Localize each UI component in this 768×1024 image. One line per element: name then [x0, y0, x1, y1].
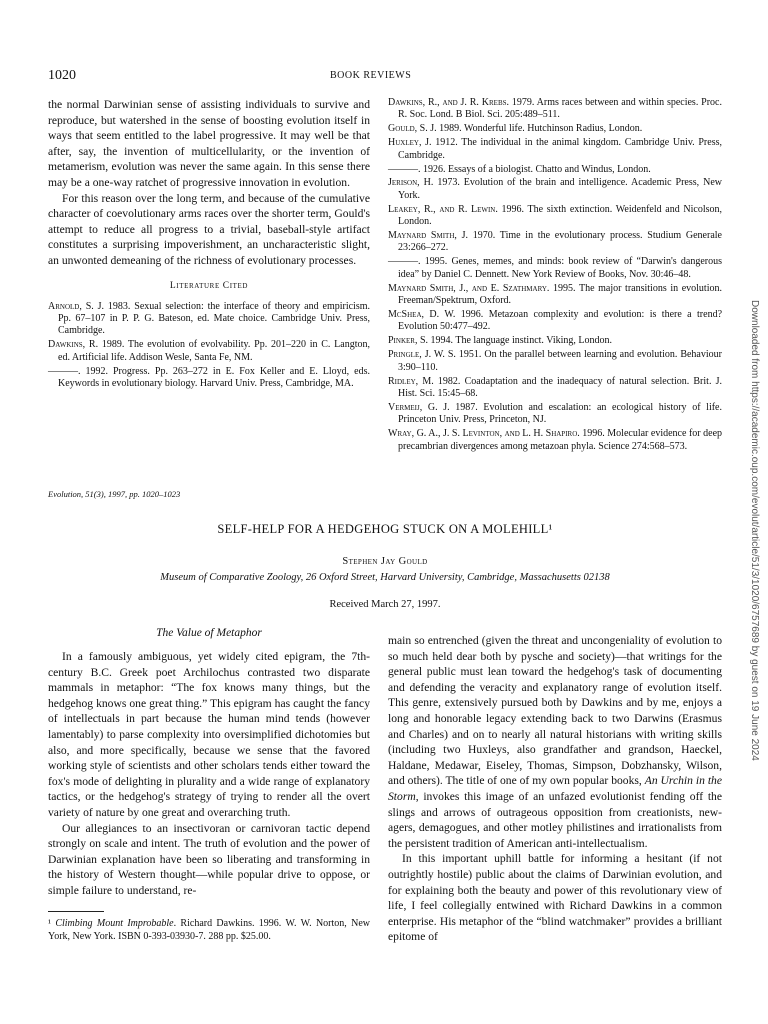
body-paragraph: the normal Darwinian sense of assisting individuals to survive and reproduce, but watershed in the sense of boosting evolution itself in ways that seem entitled to the label progressive. It may well be that after, say, the invention of multicellularity, or the invention of metamerism, evolution was never the same again. In this sense there may be a one-way ratchet of progressive innovation in evolution. [48, 98, 370, 189]
reference-list-left [48, 301, 370, 391]
book-title: An Urchin in the Storm [388, 774, 722, 803]
literature-cited-heading: Literature Cited [169, 280, 249, 291]
footnote: ¹ Climbing Mount Improbable. Richard Dawkins. 1996. W. W. Norton, New York, New York. ISBN 0-393-03930-7. 288 pp. $25.00. [48, 918, 370, 942]
reference-entry: Jerison, H. 1973. Evolution of the brain and intelligence. Academic Press, New York. [388, 177, 722, 201]
body-paragraph: main so entrenched (given the threat and uncongeniality of evolution to so much held dear both by pysche and society)—that writings for the general public must lean toward the hedgehog's task of documenting and defending the veracity and explanatory range of evolution itself. This genre, extensively pursued both by Dawkins and by me, enjoys a long and honorable legacy extending back to two Darwins (Erasmus and Charles) and on to nearly all natural historians with writing skills (including two Huxleys, also grandfather and grandson, Haeckel, Haldane, Medawar, Eiseley, Thomas, Simpson, Dobzhansky, Wilson, and others). The title of one of my own popular books, An Urchin in the Storm, invokes this image of an unfazed evolutionist fending off the slings and arrows of outrageous opposition from creationists, new-agers, demagogues, and other motley philistines and irrationalists from the persistent tradition of American anti-intellectualism. [388, 634, 722, 850]
article-author: Stephen Jay Gould [342, 556, 428, 567]
download-watermark [738, 300, 766, 770]
body-paragraph: In this important uphill battle for informing a hesitant (if not outrightly hostile) public about the claims of Darwinian evolution, and for explaining both the beauty and power of this revolutionary view of life, I feel collegially entwined with Richard Dawkins in a common enterprise. His metaphor of the “blind watchmaker” provides a brilliant epitome of [388, 852, 722, 944]
reference-entry: Dawkins, R., and J. R. Krebs. 1979. Arms races between and within species. Proc. R. Soc. Lond. B Biol. Sci. 205:489–511. [388, 97, 722, 121]
journal-citation: Evolution, 51(3), 1997, pp. 1020–1023 [48, 489, 181, 499]
reference-entry: Arnold, S. J. 1983. Sexual selection: the interface of theory and empiricism. Pp. 67–107 in P. P. G. Bateson, ed. Mate choice. Cambridge Univ. Press, Cambridge. [48, 300, 370, 337]
section-heading: The Value of Metaphor [156, 627, 262, 639]
reference-entry: Maynard Smith, J., and E. Szathmary. 1995. The major transitions in evolution. Freeman/Spektrum, Oxford. [388, 282, 722, 307]
footnote-book-title: Climbing Mount Improbable [55, 918, 174, 929]
reference-entry: Huxley, J. 1912. The individual in the animal kingdom. Cambridge Univ. Press, Cambridge. [388, 137, 722, 161]
reference-entry: ———. 1992. Progress. Pp. 263–272 in E. Fox Keller and E. Lloyd, eds. Keywords in evolutionary biology. Harvard Univ. Press, Cambridge, MA. [48, 365, 370, 389]
reference-entry: Pringle, J. W. S. 1951. On the parallel between learning and evolution. Behaviour 3:90–110. [388, 349, 722, 373]
previous-review-left-column [48, 97, 370, 392]
received-date: Received March 27, 1997. [329, 599, 441, 610]
article-left-column [48, 627, 370, 899]
body-paragraph: In a famously ambiguous, yet widely cited epigram, the 7th-century B.C. Greek poet Archilochus contrasted two disparate mammals in metaphor: “The fox knows many things, but the hedgehog knows one great thing.” This epigram has caught the fancy of intellectuals in part because the human mind tends (however lamentably) to parse complexity into oversimplified dichotomies but also, and more specifically, because we sense that the favored working style of scientists and other scholars tends either toward the fox's mode of delighting in plurality and a wide range of explanatory tactics, or the hedgehog's strategy of trying to render all the overt variety of nature by one great and overarching truth. [48, 650, 370, 819]
body-paragraph: For this reason over the long term, and because of the cumulative character of coevolutionary arms races over the shorter term, Gould's attempt to reduce all progress to a trivial, baseball-style artifact constitutes a surprising impoverishment, an uncharacteristic slight, an unwonted demeaning of the richness of evolutionary processes. [48, 191, 370, 267]
reference-entry: Wray, G. A., J. S. Levinton, and L. H. Shapiro. 1996. Molecular evidence for deep precambrian divergences among metazoan phyla. Science 274:568–573. [388, 428, 723, 452]
watermark-text: Downloaded from https://academic.oup.com/evolut/article/51/3/1020/6757689 by guest on 19 June 2024 [749, 300, 760, 761]
reference-entry: ———. 1926. Essays of a biologist. Chatto and Windus, London. [388, 163, 651, 175]
reference-list-right [388, 97, 722, 454]
article-right-column [388, 633, 722, 945]
reference-entry: Dawkins, R. 1989. The evolution of evolvability. Pp. 201–220 in C. Langton, ed. Artificial life. Addison Wesle, Santa Fe, NM. [48, 339, 370, 363]
article-title: SELF-HELP FOR A HEDGEHOG STUCK ON A MOLEHILL¹ [217, 522, 553, 536]
body-paragraph: Our allegiances to an insectivoran or carnivoran tactic depend strongly on scale and intent. The truth of evolution and the power of Darwinian explanation have been so liberating and transforming in the history of Western thought—while popular drive to oppose, or simple failure to understand, re- [48, 821, 370, 897]
reference-entry: McShea, D. W. 1996. Metazoan complexity and evolution: is there a trend? Evolution 50:477–492. [388, 309, 723, 333]
author-affiliation: Museum of Comparative Zoology, 26 Oxford Street, Harvard University, Cambridge, Massachusetts 02138 [160, 572, 610, 583]
reference-entry: Leakey, R., and R. Lewin. 1996. The sixth extinction. Weidenfeld and Nicolson, London. [388, 203, 722, 228]
reference-entry: Pinker, S. 1994. The language instinct. Viking, London. [388, 335, 613, 347]
reference-entry: Maynard Smith, J. 1970. Time in the evolutionary process. Studium Generale 23:266–272. [388, 230, 722, 254]
page-number: 1020 [48, 68, 76, 83]
reference-entry: Ridley, M. 1982. Coadaptation and the inadequacy of natural selection. Brit. J. Hist. Sci. 15:45–68. [388, 375, 723, 399]
reference-entry: Vermeij, G. J. 1987. Evolution and escalation: an ecological history of life. Princeton Univ. Press, Princeton, NJ. [388, 401, 722, 426]
footnote-rule [48, 911, 104, 912]
reference-entry: Gould, S. J. 1989. Wonderful life. Hutchinson Radius, London. [388, 123, 643, 135]
reference-entry: ———. 1995. Genes, memes, and minds: book review of “Darwin's dangerous idea” by Daniel C. Dennett. New York Review of Books, Nov. 30:46–48. [388, 256, 722, 280]
running-head: BOOK REVIEWS [330, 70, 412, 81]
